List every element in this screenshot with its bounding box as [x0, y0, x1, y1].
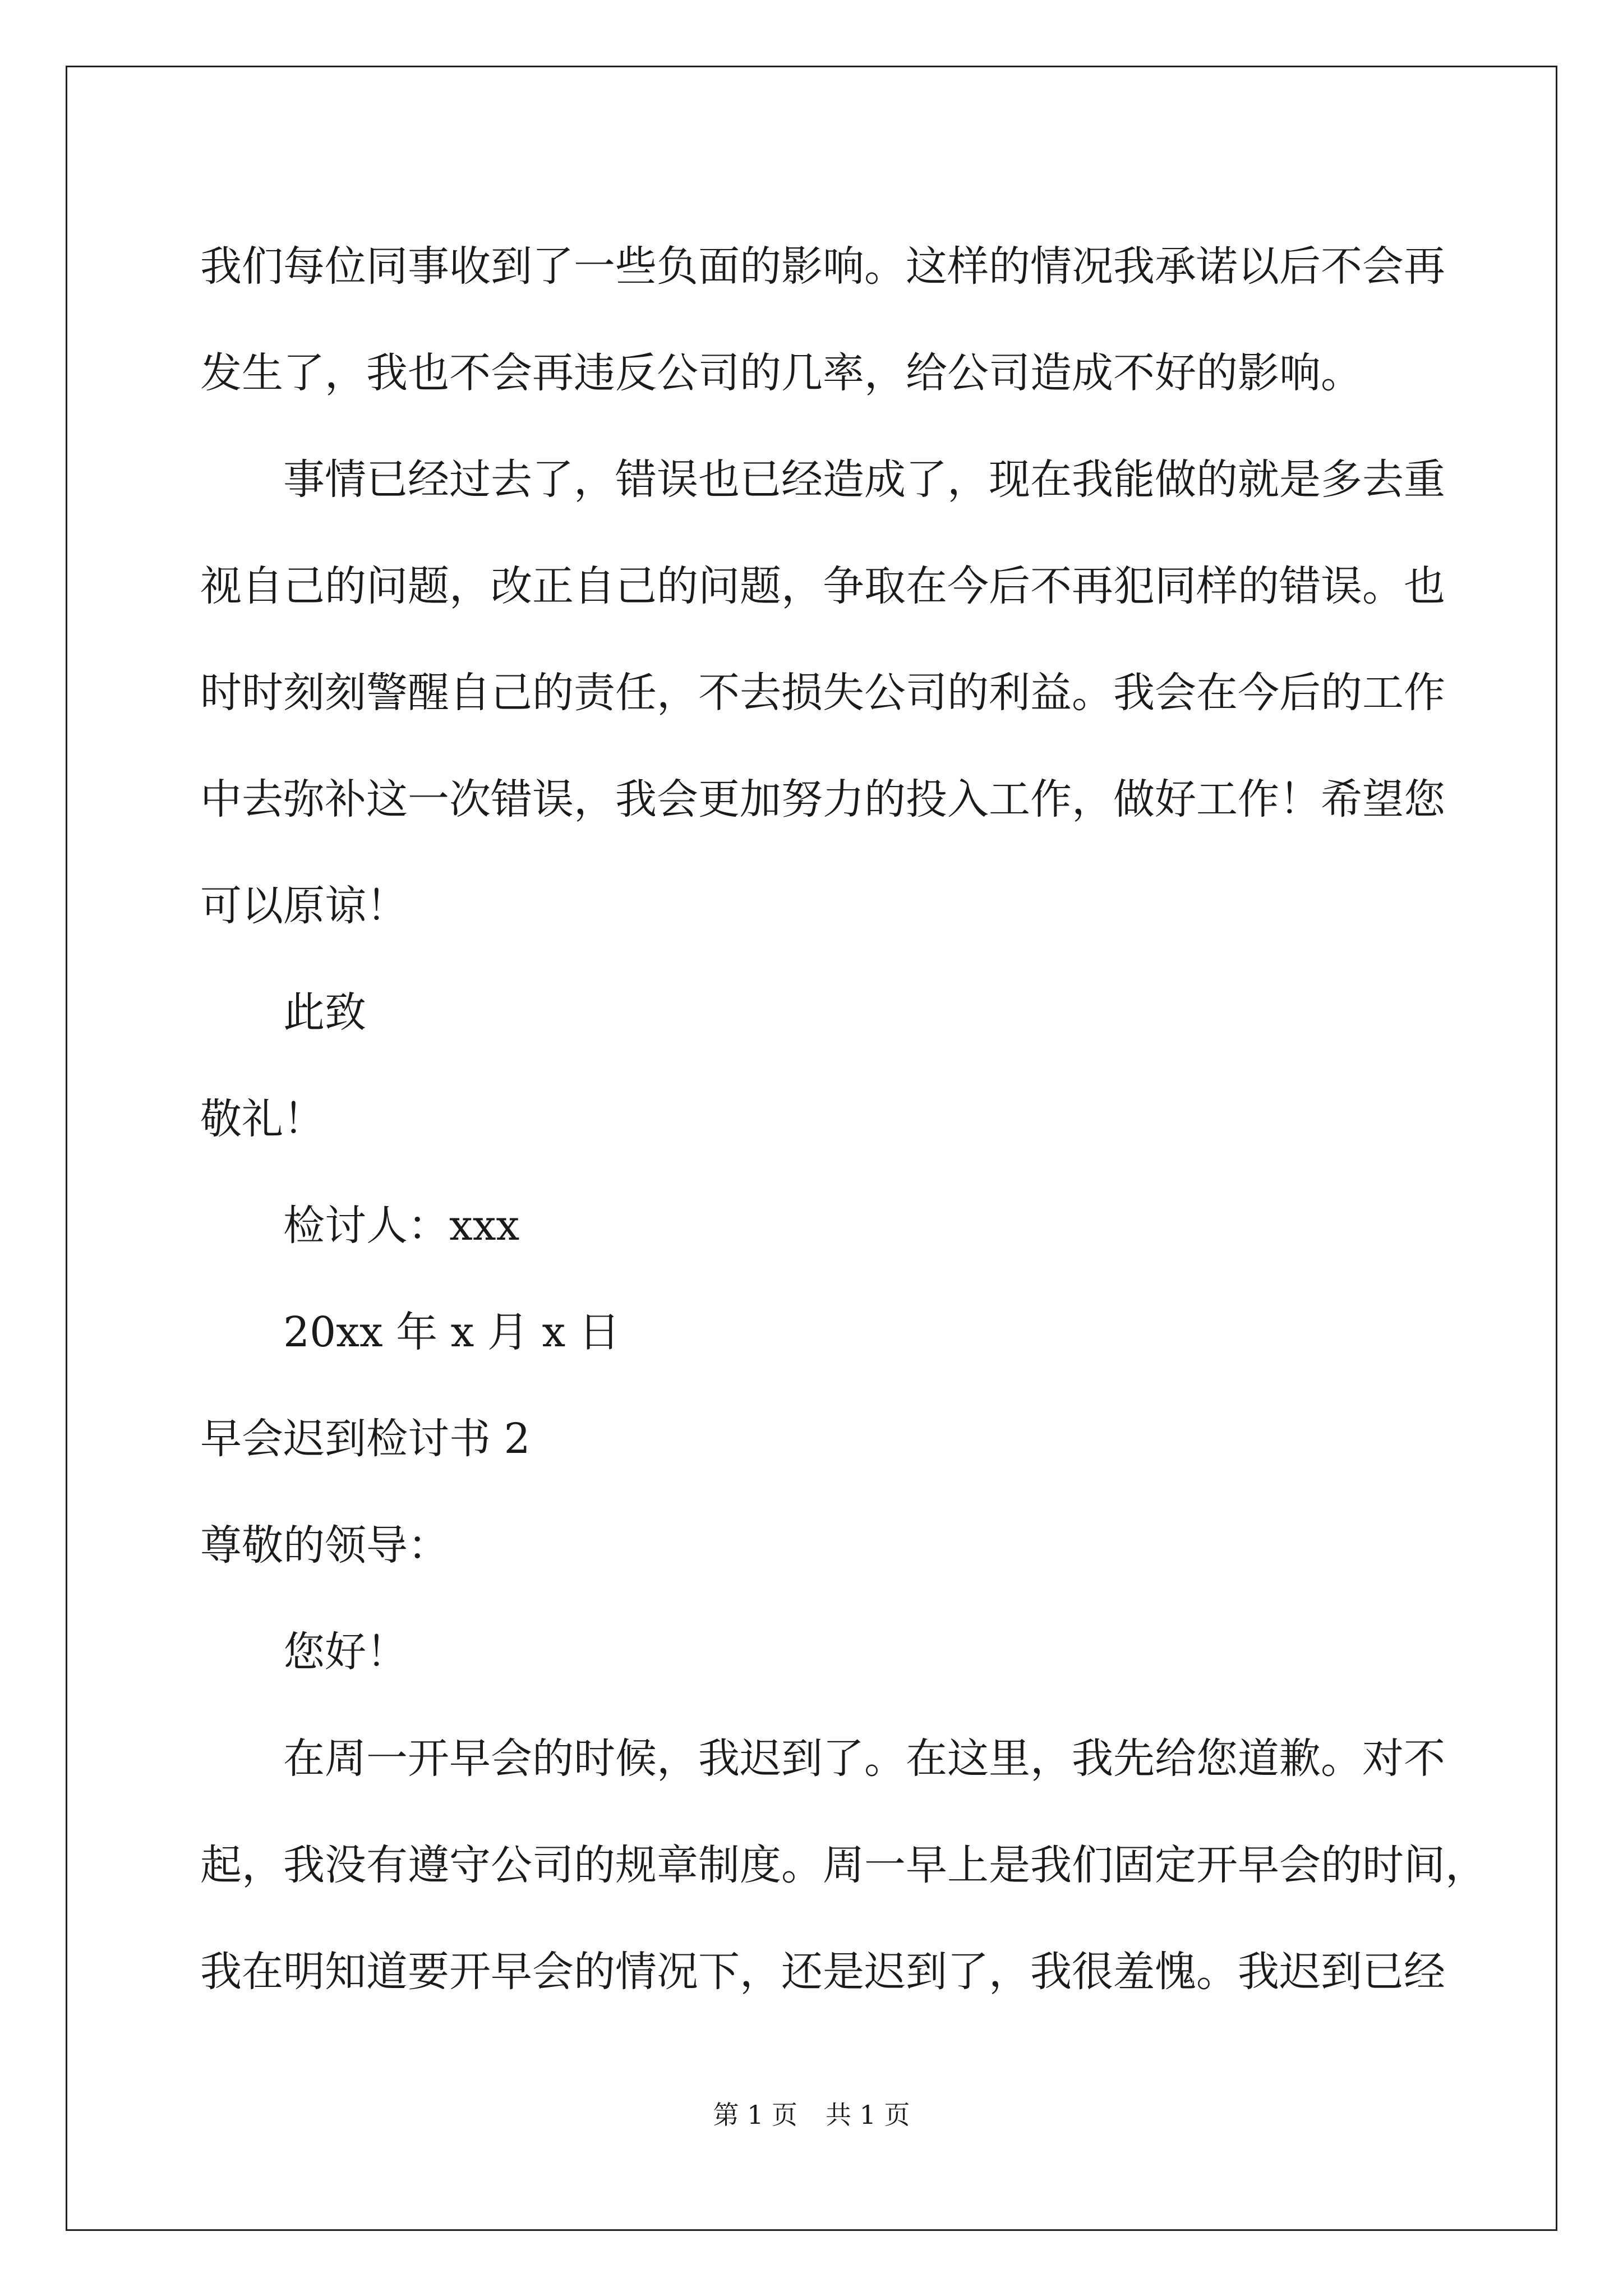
- salutation-close: 敬礼！: [200, 1095, 325, 1143]
- page-footer: [0, 2098, 1623, 2132]
- closing-phrase: 此致: [283, 988, 366, 1037]
- text-line-17: 我在明知道要开早会的情况下，还是迟到了，我很羞愧。我迟到已经: [200, 1948, 1445, 1996]
- text-line-3: 事情已经过去了，错误也已经造成了，现在我能做的就是多去重: [283, 455, 1445, 504]
- text-line-1: 我们每位同事收到了一些负面的影响。这样的情况我承诺以后不会再: [200, 242, 1445, 291]
- text-line-5: 时时刻刻警醒自己的责任，不去损失公司的利益。我会在今后的工作: [200, 669, 1445, 717]
- text-line-6: 中去弥补这一次错误，我会更加努力的投入工作，做好工作！希望您: [200, 775, 1445, 823]
- section-title: 早会迟到检讨书 2: [200, 1415, 531, 1463]
- text-line-4: 视自己的问题，改正自己的问题，争取在今后不再犯同样的错误。也: [200, 562, 1445, 610]
- page-total: 共 1 页: [826, 2100, 910, 2130]
- text-line-7: 可以原谅！: [200, 882, 408, 930]
- signer: 检讨人：xxx: [283, 1202, 520, 1250]
- text-line-16: 起，我没有遵守公司的规章制度。周一早上是我们固定开早会的时间，: [200, 1841, 1487, 1889]
- text-line-2: 发生了，我也不会再违反公司的几率，给公司造成不好的影响。: [200, 349, 1362, 397]
- document-body: [200, 213, 1487, 2025]
- date: 20xx 年 x 月 x 日: [283, 1308, 620, 1356]
- text-line-15: 在周一开早会的时候，我迟到了。在这里，我先给您道歉。对不: [283, 1734, 1445, 1783]
- addressee: 尊敬的领导：: [200, 1521, 449, 1570]
- greeting: 您好！: [283, 1628, 408, 1676]
- page-number: 第 1 页: [713, 2100, 797, 2130]
